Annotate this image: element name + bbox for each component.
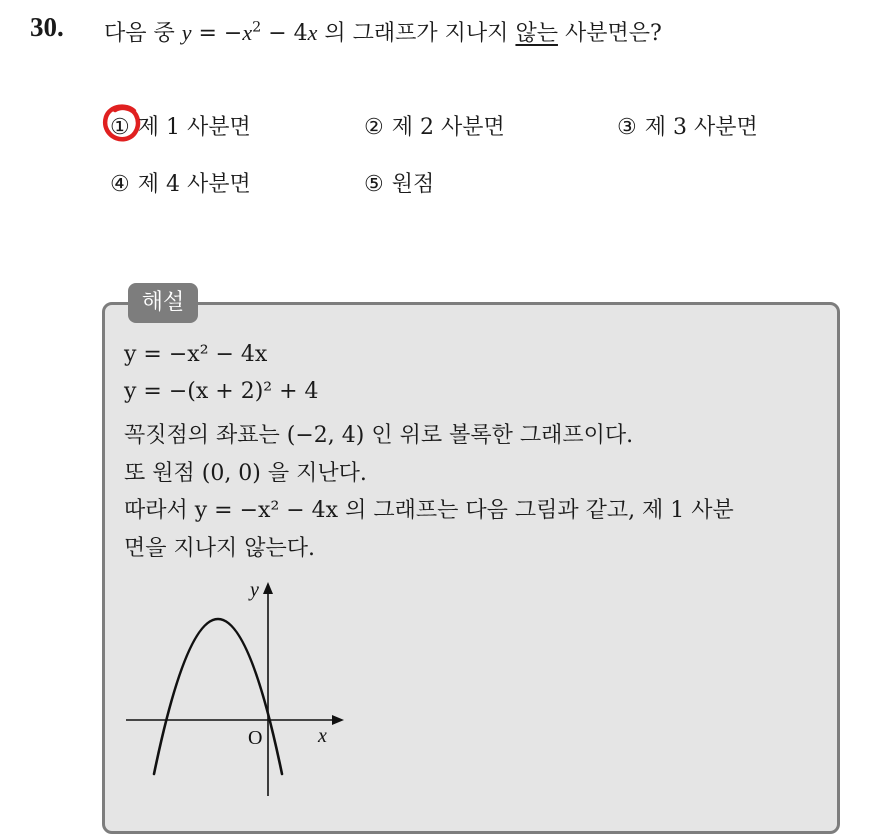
choice-4-label: 제 4 사분면 <box>137 172 251 197</box>
question-prefix: 다음 중 <box>104 21 182 46</box>
y-axis-arrow-icon <box>263 582 273 594</box>
question-underlined-word: 않는 <box>515 21 558 46</box>
solution-line-5: 따라서 y = −x² − 4x 의 그래프는 다음 그림과 같고, 제 1 사분 <box>124 498 734 523</box>
choice-2-number: ② <box>364 115 384 140</box>
choice-5[interactable] <box>364 167 434 198</box>
choice-4[interactable] <box>110 167 251 198</box>
eq-exponent: 2 <box>252 19 262 36</box>
choice-3[interactable] <box>617 110 758 141</box>
x-axis-arrow-icon <box>332 715 344 725</box>
solution-line-4: 또 원점 (0, 0) 을 지난다. <box>124 461 367 486</box>
solution-line-6: 면을 지나지 않는다. <box>124 536 315 561</box>
eq-x: x <box>242 20 253 45</box>
solution-line-2: y = −(x + 2)² + 4 <box>124 379 319 404</box>
choice-5-label: 원점 <box>391 172 435 197</box>
choice-3-label: 제 3 사분면 <box>644 115 758 140</box>
solution-line-3: 꼭짓점의 좌표는 (−2, 4) 인 위로 볼록한 그래프이다. <box>124 423 634 448</box>
choice-1-number: ① <box>110 115 130 140</box>
question-text <box>104 16 662 47</box>
eq-minus-4: − 4 <box>261 21 308 46</box>
eq-y: y <box>181 20 192 45</box>
choice-3-number: ③ <box>617 115 637 140</box>
choice-2-label: 제 2 사분면 <box>391 115 505 140</box>
choice-5-number: ⑤ <box>364 172 384 197</box>
parabola-curve <box>154 619 282 774</box>
parabola-graph <box>118 574 358 804</box>
eq-minus: = − <box>191 21 243 46</box>
choice-1[interactable] <box>110 110 251 141</box>
question-number: 30. <box>30 12 64 42</box>
choice-4-number: ④ <box>110 172 130 197</box>
y-axis-label: y <box>250 579 259 601</box>
eq-x2: x <box>307 20 318 45</box>
question-text-end: 사분면은? <box>557 21 662 46</box>
choice-2[interactable] <box>364 110 505 141</box>
solution-line-1: y = −x² − 4x <box>124 342 268 367</box>
question-text-after: 의 그래프가 지나지 <box>317 21 516 46</box>
origin-label: O <box>248 727 263 749</box>
choice-1-label: 제 1 사분면 <box>137 115 251 140</box>
x-axis-label: x <box>318 725 327 747</box>
solution-tag: 해설 <box>128 283 198 323</box>
